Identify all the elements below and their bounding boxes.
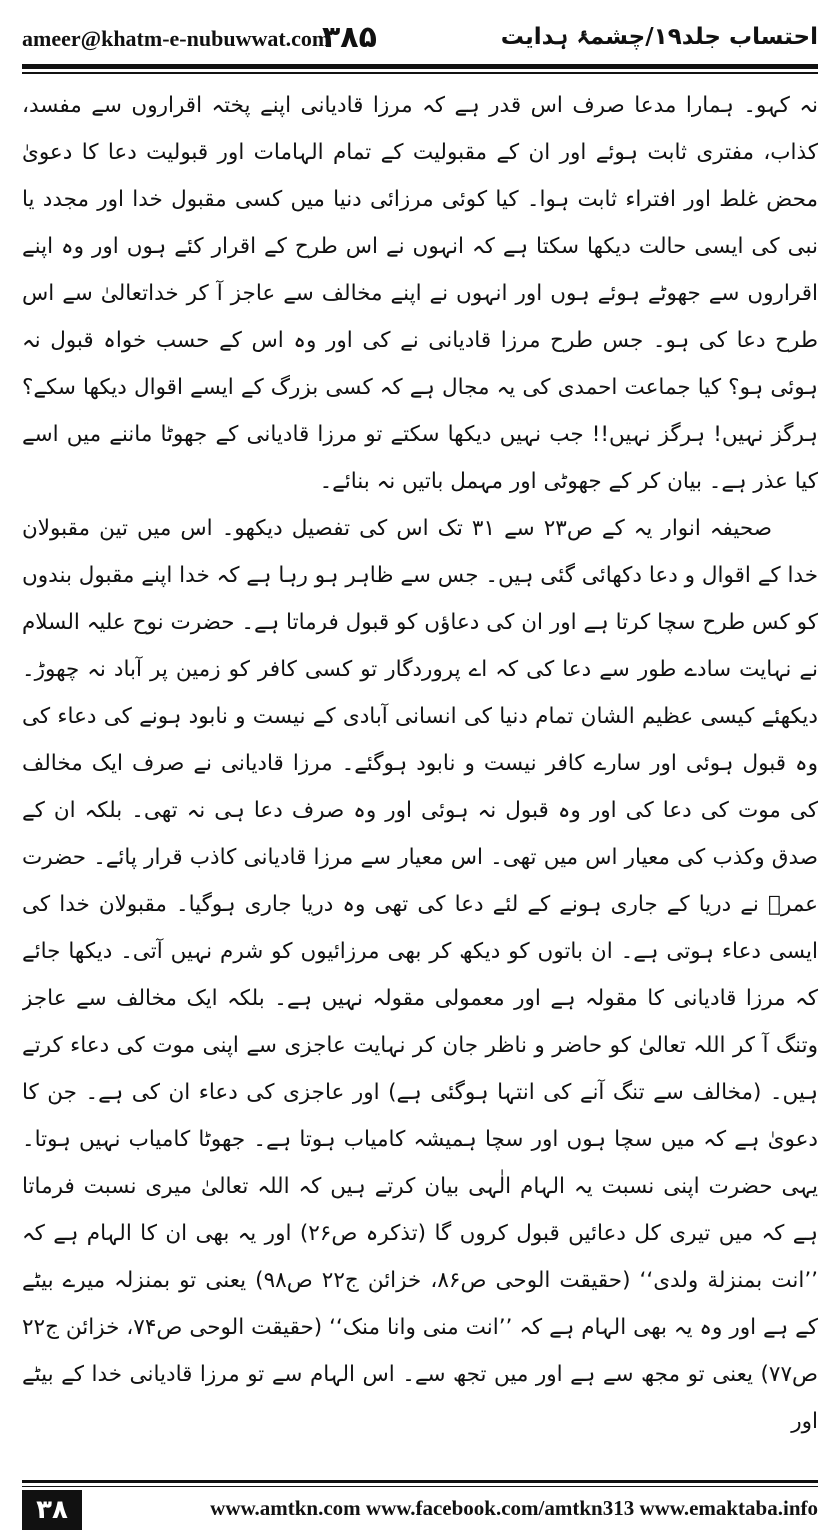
page-footer [22,1480,818,1532]
header-email: ameer@khatm-e-nubuwwat.com [22,26,331,51]
footer-rule-thick [22,1480,818,1483]
footer-links: www.amtkn.com www.facebook.com/amtkn313 www.emaktaba.info [210,1496,818,1520]
header-title: احتساب جلد۱۹/چشمۂ ہدایت [500,24,818,50]
paragraph: صحیفہ انوار یہ کے ص۲۳ سے ۳۱ تک اس کی تفصیل دیکھو۔ اس میں تین مقبولان خدا کے اقوال و دعا دکھائی گئی ہیں۔ جس سے ظاہر ہو رہا ہے کہ خدا اپنے مقبول بندوں کو کس طرح سچا کرتا ہے اور ان کی دعاؤں کو قبول فرماتا ہے۔ حضرت نوح علیہ السلام نے نہایت سادے طور سے دعا کی کہ اے پروردگار تو کسی کافر کو زمین پر آباد نہ چھوڑ۔ دیکھئے کیسی عظیم الشان تمام دنیا کی انسانی آبادی کے نیست و نابود ہونے کی دعاء کی وہ قبول ہوئی اور سارے کافر نیست و نابود ہوگئے۔ مرزا قادیانی نے صرف ایک مخالف کی موت کی دعا کی اور وہ قبول نہ ہوئی اور وہ صرف دعا ہی نہ تھی۔ بلکہ ان کے صدق وکذب کی معیار اس میں تھی۔ اس معیار سے مرزا قادیانی کاذب قرار پائے۔ حضرت عمرؓ نے دریا کے جاری ہونے کے لئے دعا کی تھی وہ دریا جاری ہوگیا۔ مقبولان خدا کی ایسی دعاء ہوتی ہے۔ ان باتوں کو دیکھ کر بھی مرزائیوں کو شرم نہیں آتی۔ دیکھا جائے کہ مرزا قادیانی کا مقولہ ہے اور معمولی مقولہ نہیں ہے۔ بلکہ ایک مخالف سے عاجز وتنگ آ کر اللہ تعالیٰ کو حاضر و ناظر جان کر نہایت عاجزی سے اپنی موت کی دعاء کرتے ہیں۔ (مخالف سے تنگ آنے کی انتہا ہوگئی ہے) اور عاجزی کی دعاء ان کی ہے۔ جن کا دعویٰ ہے کہ میں سچا ہوں اور سچا ہمیشہ کامیاب ہوتا ہے۔ جھوٹا کامیاب نہیں ہوتا۔ یہی حضرت اپنی نسبت یہ الہام الٰہی بیان کرتے ہیں کہ اللہ تعالیٰ میری نسبت فرماتا ہے کہ میں تیری کل دعائیں قبول کروں گا (تذکرہ ص۲۶) اور یہ بھی ان کا الہام ہے کہ ’’انت بمنزلة ولدی‘‘ (حقیقت الوحی ص۸۶، خزائن ج۲۲ ص۹۸) یعنی تو بمنزلہ میرے بیٹے کے ہے اور وہ یہ بھی الہام ہے کہ ’’انت منی وانا منک‘‘ (حقیقت الوحی ص۷۴، خزائن ج۲۲ ص۷۷) یعنی تو مجھ سے ہے اور میں تجھ سے۔ اس الہام سے تو مرزا قادیانی خدا کے بیٹے اور [22,516,818,1434]
page-header [22,18,818,64]
header-rule-thin [22,72,818,74]
header-page-number: ۳۸۵ [322,20,377,55]
footer-rule-thin [22,1486,818,1487]
footer-page-label: ۳۸ [22,1490,82,1530]
header-rule-thick [22,64,818,69]
paragraph: نہ کہو۔ ہمارا مدعا صرف اس قدر ہے کہ مرزا قادیانی اپنے پختہ اقراروں سے مفسد، کذاب، مفتری ثابت ہوئے اور ان کے مقبولیت کے تمام الہامات اور قبولیت دعا کا دعویٰ محض غلط اور افتراء ثابت ہوا۔ کیا کوئی مرزائی دنیا میں کسی مقبول خدا اور مجدد یا نبی کی ایسی حالت دیکھا سکتا ہے کہ انہوں نے اس طرح کے اقرار کئے ہوں اور وہ اپنے اقراروں سے جھوٹے ہوئے ہوں اور انہوں نے اپنے مخالف سے عاجز آ کر خداتعالیٰ سے اس طرح دعا کی ہو۔ جس طرح مرزا قادیانی نے کی اور وہ اس کے حسب خواہ قبول نہ ہوئی ہو؟ کیا جماعت احمدی کی یہ مجال ہے کہ کسی بزرگ کے ایسے اقوال دیکھا سکے؟ ہرگز نہیں! ہرگز نہیں!! جب نہیں دیکھا سکتے تو مرزا قادیانی کے جھوٹا ماننے میں اسے کیا عذر ہے۔ بیان کر کے جھوٹی اور مہمل باتیں نہ بنائے۔ [22,93,818,494]
page-body [22,82,818,1458]
